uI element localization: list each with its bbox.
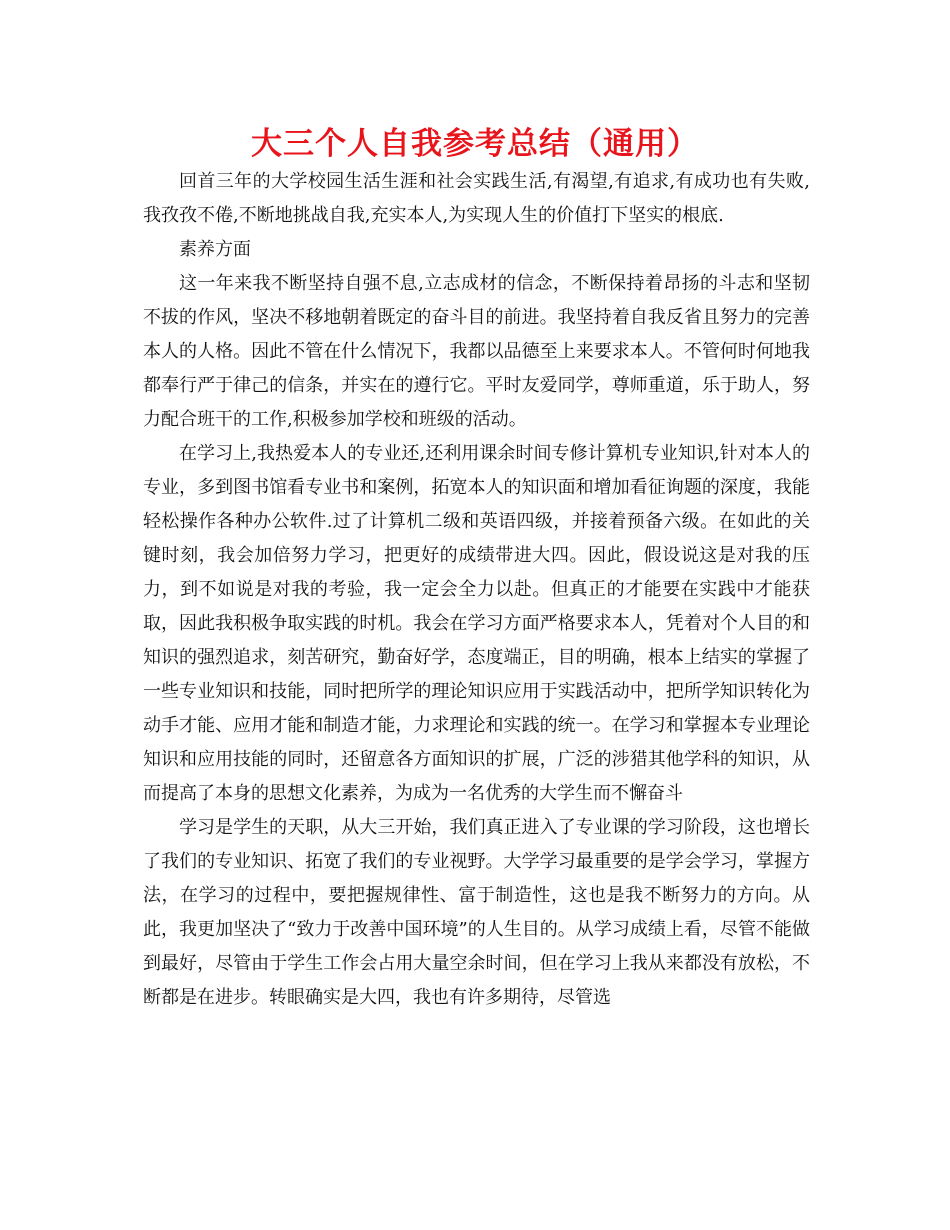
document-title: 大三个人自我参考总结（通用） <box>251 126 699 162</box>
paragraph-study: 在学习上,我热爱本人的专业还,还利用课余时间专修计算机专业知识,针对本人的专业，多到图书馆看专业书和案例，拓宽本人的知识面和增加看征询题的深度，我能轻松操作各种办公软件.过了计算机二级和英语四级，并接着预备六级。在如此的关键时刻，我会加倍努力学习，把更好的成绩带进大四。因此，假设说这是对我的压力，到不如说是对我的考验，我一定会全力以赴。但真正的才能要在实践中才能获取，因此我积极争取实践的时机。我会在学习方面严格要求本人，凭着对个人目的和知识的强烈追求，刻苦研究，勤奋好学，态度端正，目的明确，根本上结实的掌握了一些专业知识和技能，同时把所学的理论知识应用于实践活动中，把所学知识转化为动手才能、应用才能和制造才能，力求理论和实践的统一。在学习和掌握本专业理论知识和应用技能的同时，还留意各方面知识的扩展，广泛的涉猎其他学科的知识，从而提高了本身的思想文化素养，为成为一名优秀的大学生而不懈奋斗 <box>143 443 810 804</box>
document-body <box>143 165 810 1015</box>
section-heading-quality: 素养方面 <box>179 239 251 260</box>
paragraph-learning-duty: 学习是学生的天职，从大三开始，我们真正进入了专业课的学习阶段，这也增长了我们的专业知识、拓宽了我们的专业视野。大学学习最重要的是学会学习，掌握方法，在学习的过程中，要把握规律性、富于制造性，这也是我不断努力的方向。从此，我更加坚决了“致力于改善中国环境”的人生目的。从学习成绩上看，尽管不能做到最好，尽管由于学生工作会占用大量空余时间，但在学习上我从来都没有放松，不断都是在进步。转眼确实是大四，我也有许多期待，尽管选 <box>143 817 810 1008</box>
paragraph-quality: 这一年来我不断坚持自强不息,立志成材的信念，不断保持着昂扬的斗志和坚韧不拔的作风，坚决不移地朝着既定的奋斗目的前进。我坚持着自我反省且努力的完善本人的人格。因此不管在什么情况下，我都以品德至上来要求本人。不管何时何地我都奉行严于律己的信条，并实在的遵行它。平时友爱同学，尊师重道，乐于助人，努力配合班干的工作,积极参加学校和班级的活动。 <box>143 273 810 430</box>
paragraph-intro: 回首三年的大学校园生活生涯和社会实践生活,有渴望,有追求,有成功也有失败,我孜孜不倦,不断地挑战自我,充实本人,为实现人生的价值打下坚实的根底. <box>143 171 810 226</box>
